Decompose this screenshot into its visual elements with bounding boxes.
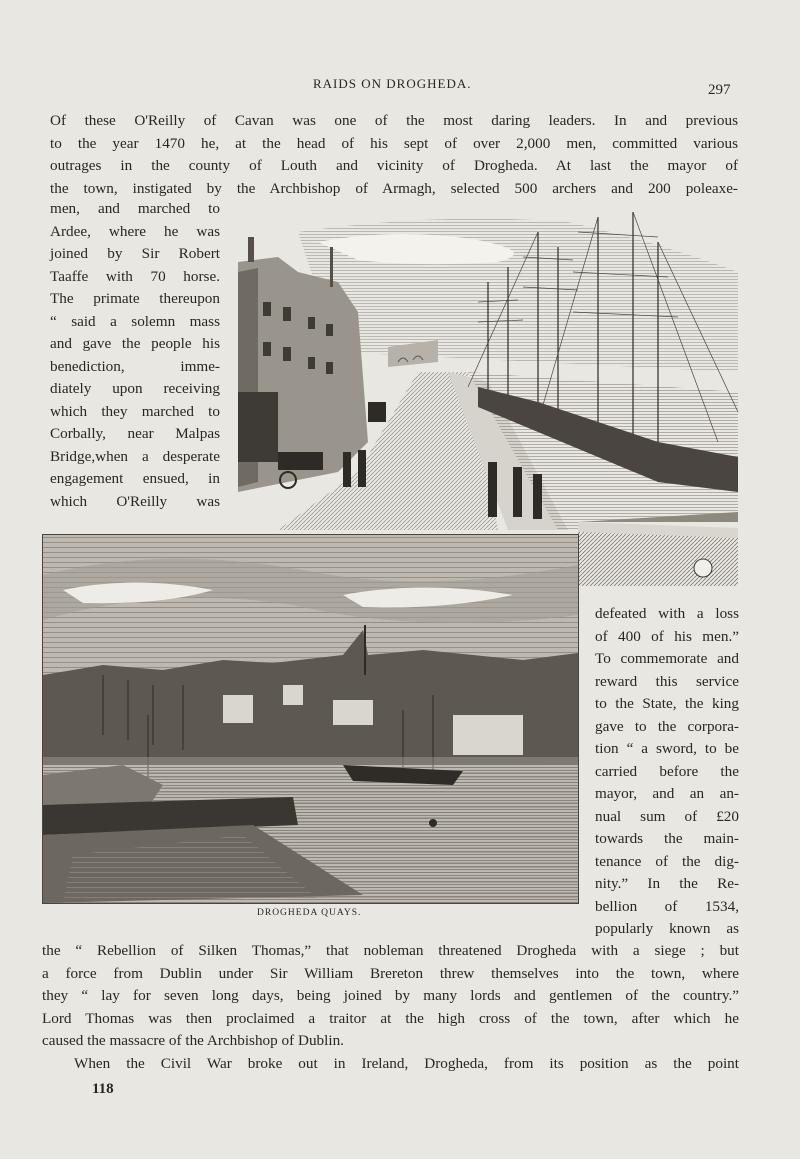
text-line: which they marched to (50, 402, 220, 420)
text-line: they “ lay for seven long days, being joined by many lords and gentlemen of the country.” (42, 987, 739, 1004)
text-line: Ardee, where he was (50, 222, 220, 240)
text-line: of 400 of his men.” (595, 627, 739, 645)
text-line: mayor, and an an- (595, 785, 739, 802)
text-line: tenance of the dig- (595, 852, 739, 870)
text-line: To commemorate and (595, 650, 739, 667)
text-line: benediction, imme- (50, 357, 220, 375)
text-line: to the year 1470 he, at the head of his sept of over 2,000 men, committed various (50, 134, 738, 152)
running-title: RAIDS ON DROGHEDA. (313, 76, 472, 91)
text-line: Bridge,when a desperate (50, 447, 220, 465)
text-line: reward this service (595, 672, 739, 690)
text-line: Corbally, near Malpas (50, 425, 220, 442)
text-line: bellion of 1534, (595, 897, 739, 915)
text-line: Of these O'Reilly of Cavan was one of the most daring leaders. In and previous (50, 112, 738, 129)
text-line: Lord Thomas was then proclaimed a traitor at the high cross of the town, after which he (42, 1009, 739, 1027)
right-text-column (595, 603, 739, 941)
text-line: Taaffe with 70 horse. (50, 267, 220, 285)
text-line: The primate thereupon (50, 290, 220, 307)
wall-engraving (578, 522, 738, 586)
text-line: the “ Rebellion of Silken Thomas,” that nobleman threatened Drogheda with a siege ; but (42, 942, 739, 959)
text-line: which O'Reilly was (50, 492, 220, 510)
text-line: nity.” In the Re- (595, 875, 739, 892)
text-line: gave to the corpora- (595, 717, 739, 735)
engraving-street-ships (238, 212, 740, 530)
text-line: men, and marched to (50, 200, 220, 217)
illustration-wall-fragment (578, 522, 738, 586)
engraving-quays (43, 535, 578, 903)
text-line: the town, instigated by the Archbishop of Armagh, selected 500 archers and 200 poleaxe- (50, 179, 738, 197)
text-line: caused the massacre of the Archbishop of Dublin. (42, 1032, 344, 1049)
text-line: popularly known as (595, 920, 739, 937)
text-line: nual sum of £20 (595, 807, 739, 825)
text-line: to the State, the king (595, 695, 739, 712)
text-line: carried before the (595, 762, 739, 780)
signature-mark: 118 (92, 1081, 114, 1097)
text-line: joined by Sir Robert (50, 245, 220, 262)
left-text-column (50, 198, 220, 513)
text-line: and gave the people his (50, 335, 220, 352)
text-line: engagement ensued, in (50, 470, 220, 487)
bottom-paragraph (42, 940, 739, 1075)
illustration-caption: DROGHEDA QUAYS. (257, 908, 362, 918)
text-line: diately upon receiving (50, 380, 220, 397)
page-number: 297 (708, 82, 731, 98)
text-line: When the Civil War broke out in Ireland, Drogheda, from its position as the point (74, 1054, 739, 1072)
illustration-drogheda-quays (42, 534, 579, 904)
text-line: a force from Dublin under Sir William Brereton threw themselves into the town, where (42, 964, 739, 982)
top-paragraph (50, 110, 738, 200)
text-line: defeated with a loss (595, 605, 739, 622)
text-line: “ said a solemn mass (50, 312, 220, 330)
text-line: towards the main- (595, 830, 739, 847)
text-line: tion “ a sword, to be (595, 740, 739, 757)
text-line: outrages in the county of Louth and vicinity of Drogheda. At last the mayor of (50, 157, 738, 174)
illustration-quay-street (238, 212, 740, 530)
